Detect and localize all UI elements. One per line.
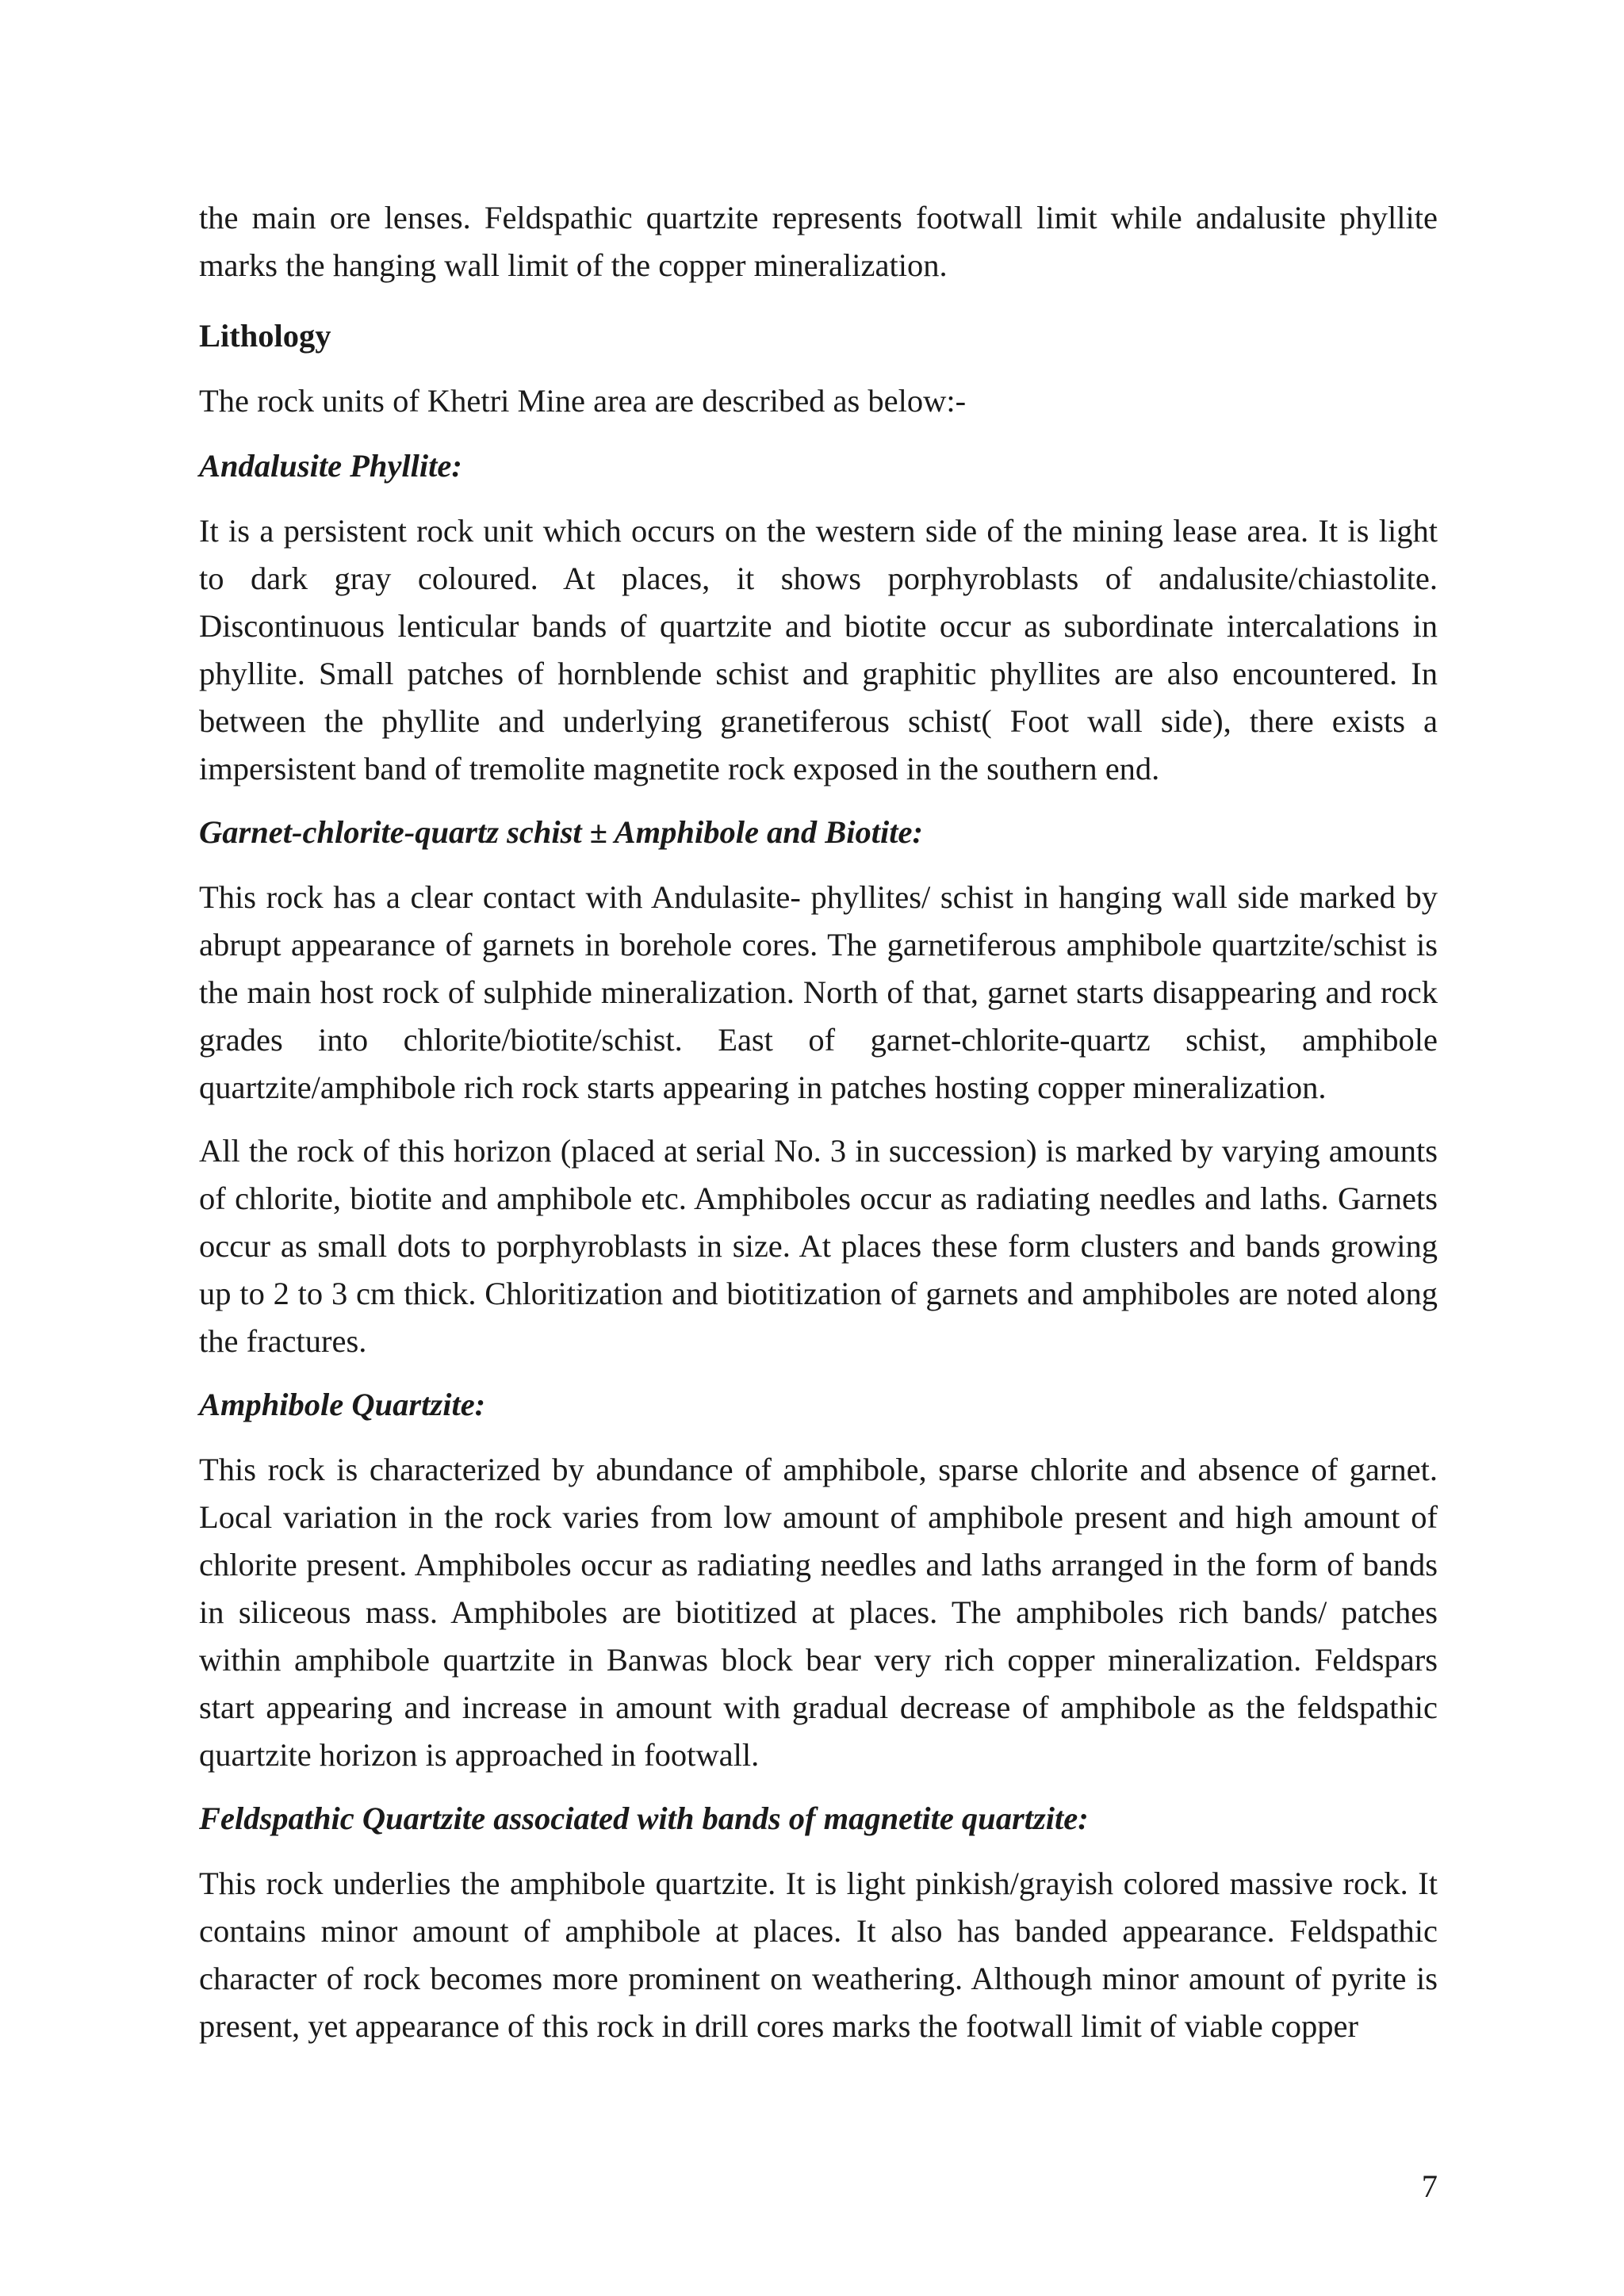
heading-feldspathic-quartzite: Feldspathic Quartzite associated with bands of magnetite quartzite: bbox=[199, 1800, 1089, 1836]
heading-garnet-chlorite-quartz-schist: Garnet-chlorite-quartz schist ± Amphibole and Biotite: bbox=[199, 814, 923, 850]
heading-amphibole-quartzite: Amphibole Quartzite: bbox=[199, 1387, 486, 1422]
paragraph-feldspathic-quartzite: This rock underlies the amphibole quartzite. It is light pinkish/grayish colored massive rock. It contains minor amount of amphibole at places. It also has banded appearance. Feldspathic character of rock becomes more prominent on weathering. Although minor amount of pyrite is present, yet appearance of this rock in drill cores marks the footwall limit of viable copper bbox=[199, 1866, 1438, 2044]
paragraph-garnet-schist-2: All the rock of this horizon (placed at serial No. 3 in succession) is marked by varying amounts of chlorite, biotite and amphibole etc. Amphiboles occur as radiating needles and laths. Garnets occur as small dots to porphyroblasts in size. At places these form clusters and bands growing up to 2 to 3 cm thick. Chloritization and biotitization of garnets and amphiboles are noted along the fractures. bbox=[199, 1133, 1438, 1359]
intro-paragraph: the main ore lenses. Feldspathic quartzite represents footwall limit while andalusite phyllite marks the hanging wall limit of the copper mineralization. bbox=[199, 200, 1438, 283]
section-intro: The rock units of Khetri Mine area are described as below:- bbox=[199, 383, 967, 419]
heading-andalusite-phyllite: Andalusite Phyllite: bbox=[199, 448, 462, 484]
paragraph-amphibole-quartzite: This rock is characterized by abundance of amphibole, sparse chlorite and absence of garnet. Local variation in the rock varies from low amount of amphibole present and high amount of chlorite present. Amphiboles occur as radiating needles and laths arranged in the form of bands in siliceous mass. Amphiboles are biotitized at places. The amphiboles rich bands/ patches within amphibole quartzite in Banwas block bear very rich copper mineralization. Feldspars start appearing and increase in amount with gradual decrease of amphibole as the feldspathic quartzite horizon is approached in footwall. bbox=[199, 1452, 1438, 1773]
paragraph-garnet-schist-1: This rock has a clear contact with Andulasite- phyllites/ schist in hanging wall side marked by abrupt appearance of garnets in borehole cores. The garnetiferous amphibole quartzite/schist is the main host rock of sulphide mineralization. North of that, garnet starts disappearing and rock grades into chlorite/biotite/schist. East of garnet-chlorite-quartz schist, amphibole quartzite/amphibole rich rock starts appearing in patches hosting copper mineralization. bbox=[199, 879, 1438, 1105]
page-number: 7 bbox=[1421, 2168, 1438, 2204]
page-content bbox=[199, 194, 1438, 2066]
paragraph-andalusite-phyllite: It is a persistent rock unit which occurs on the western side of the mining lease area. It is light to dark gray coloured. At places, it shows porphyroblasts of andalusite/chiastolite. Discontinuous lenticular bands of quartzite and biotite occur as subordinate intercalations in phyllite. Small patches of hornblende schist and graphitic phyllites are also encountered. In between the phyllite and underlying granetiferous schist( Foot wall side), there exists a impersistent band of tremolite magnetite rock exposed in the southern end. bbox=[199, 513, 1438, 786]
section-title-lithology: Lithology bbox=[199, 318, 331, 354]
